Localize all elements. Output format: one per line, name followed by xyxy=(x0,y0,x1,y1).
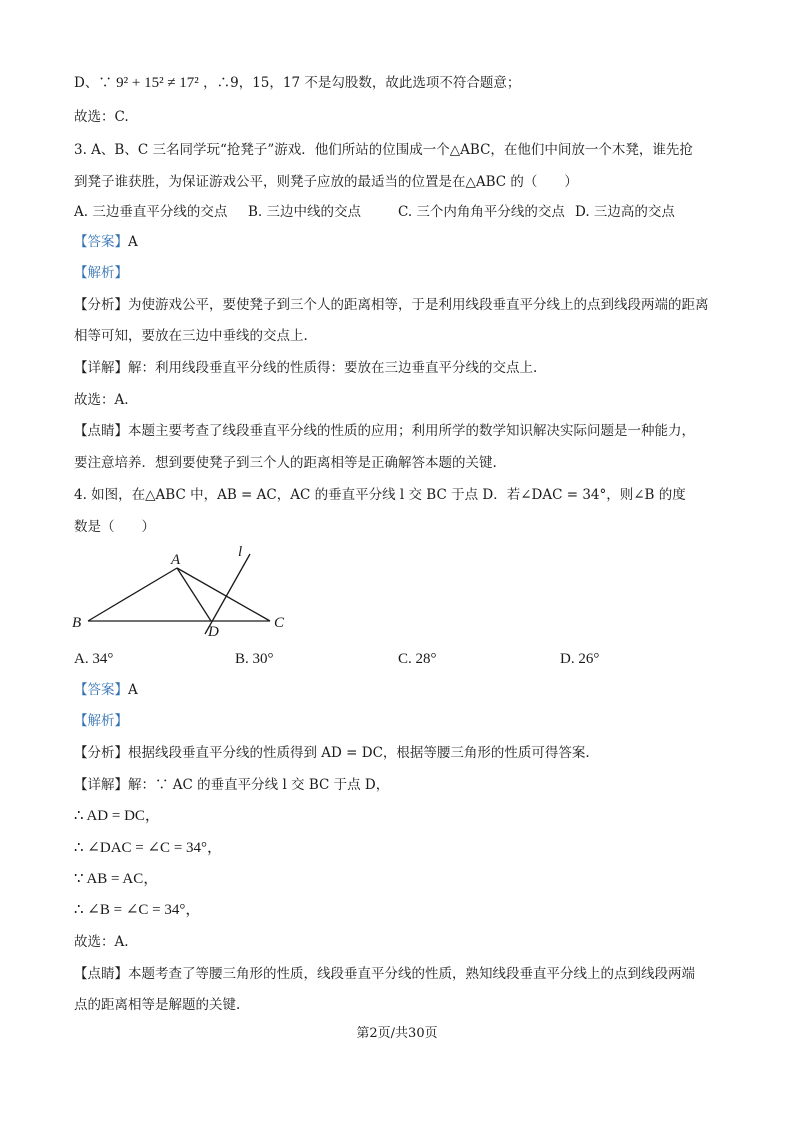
label-d: D xyxy=(208,624,219,640)
q4-answer xyxy=(74,680,138,700)
q3-detail-text: 解：利用线段垂直平分线的性质得：要放在三边垂直平分线的交点上. xyxy=(128,360,538,376)
segment-ad xyxy=(177,568,211,621)
q4-comment-line1 xyxy=(74,964,695,984)
q4-detail-text: 解：∵ AC 的垂直平分线 l 交 BC 于点 D， xyxy=(128,777,390,793)
q3-fenxi-text1: 为使游戏公平，要使凳子到三个人的距离相等，于是利用线段垂直平分线上的点到线段两端的距离 xyxy=(128,297,709,313)
q4-fenxi-text: 根据线段垂直平分线的性质得到 AD = DC，根据等腰三角形的性质可得答案. xyxy=(128,745,590,761)
q3-fenxi-line1 xyxy=(74,295,709,315)
q4-step-2: ∴ ∠DAC = ∠C = 34°， xyxy=(74,840,223,856)
q3-detail-tag: 【详解】 xyxy=(74,360,128,376)
q4-comment-line2: 点的距离相等是解题的关键. xyxy=(74,997,241,1013)
q2-optd-rest: ，∴9，15，17 不是勾股数，故此选项不符合题意； xyxy=(203,75,521,91)
q2-optd-prefix: D、∵ xyxy=(74,75,112,91)
q4-answer-tag: 【答案】 xyxy=(74,682,128,698)
q3-detail xyxy=(74,358,537,378)
q3-choice: 故选：A. xyxy=(74,392,129,408)
segment-ac xyxy=(177,568,270,621)
q3-answer xyxy=(74,232,138,252)
label-c: C xyxy=(274,615,285,631)
q4-comment-tag: 【点睛】 xyxy=(74,966,128,982)
q4-step-1: ∴ AD = DC， xyxy=(74,808,160,824)
q4-triangle-figure xyxy=(60,540,300,642)
q3-stem-line1: 3. A、B、C 三名同学玩“抢凳子”游戏．他们所站的位围成一个△ABC，在他们中间放一个木凳，谁先抢 xyxy=(74,142,693,158)
q2-option-d xyxy=(74,73,520,93)
q4-detail xyxy=(74,775,389,795)
page-footer: 第2页/共30页 xyxy=(356,1026,438,1041)
q3-option-d: D. 三边高的交点 xyxy=(575,204,675,220)
q3-stem-line2: 到凳子谁获胜，为保证游戏公平，则凳子应放的最适当的位置是在△ABC 的（ ） xyxy=(74,174,578,190)
q4-option-c: C. 28° xyxy=(398,651,437,667)
q3-option-a: A. 三边垂直平分线的交点 xyxy=(74,204,228,220)
q4-step-4: ∴ ∠B = ∠C = 34°， xyxy=(74,902,201,918)
q3-answer-value: A xyxy=(128,234,138,250)
q3-comment-line1 xyxy=(74,421,695,441)
q4-step-3: ∵ AB = AC， xyxy=(74,871,159,887)
q3-comment-tag: 【点睛】 xyxy=(74,423,128,439)
q4-fenxi-tag: 【分析】 xyxy=(74,745,128,761)
q4-analysis-tag xyxy=(74,711,128,731)
q4-comment-text1: 本题考查了等腰三角形的性质，线段垂直平分线的性质，熟知线段垂直平分线上的点到线段两端 xyxy=(128,966,695,982)
perpendicular-bisector-l xyxy=(205,554,250,634)
q3-option-b: B. 三边中线的交点 xyxy=(248,204,362,220)
q4-stem-line2: 数是（ ） xyxy=(74,519,155,535)
q4-analysis-label: 【解析】 xyxy=(74,713,128,729)
q4-option-d: D. 26° xyxy=(560,651,600,667)
q2-optd-expression: 9² + 15² ≠ 17² xyxy=(116,75,199,91)
q3-analysis-tag xyxy=(74,263,128,283)
segment-ab xyxy=(88,568,177,621)
label-b: B xyxy=(72,615,82,631)
q4-detail-tag: 【详解】 xyxy=(74,777,128,793)
label-l: l xyxy=(238,544,243,560)
q4-choice: 故选：A. xyxy=(74,934,129,950)
q3-comment-line2: 要注意培养．想到要使凳子到三个人的距离相等是正确解答本题的关键. xyxy=(74,455,497,471)
q3-comment-text1: 本题主要考查了线段垂直平分线的性质的应用；利用所学的数学知识解决实际问题是一种能力， xyxy=(128,423,695,439)
q4-answer-value: A xyxy=(128,682,138,698)
q3-analysis-label: 【解析】 xyxy=(74,265,128,281)
q4-option-a: A. 34° xyxy=(74,651,114,667)
q3-answer-tag: 【答案】 xyxy=(74,234,128,250)
q3-fenxi-tag: 【分析】 xyxy=(74,297,128,313)
q4-fenxi xyxy=(74,743,590,763)
q3-fenxi-line2: 相等可知，要放在三边中垂线的交点上. xyxy=(74,328,308,344)
q4-stem-line1: 4. 如图，在△ABC 中，AB = AC，AC 的垂直平分线 l 交 BC 于点 D．若∠DAC = 34°，则∠B 的度 xyxy=(74,487,686,503)
label-a: A xyxy=(171,552,181,568)
q2-choice: 故选：C. xyxy=(74,109,129,125)
q3-option-c: C. 三个内角角平分线的交点 xyxy=(398,204,565,220)
q4-option-b: B. 30° xyxy=(235,651,274,667)
